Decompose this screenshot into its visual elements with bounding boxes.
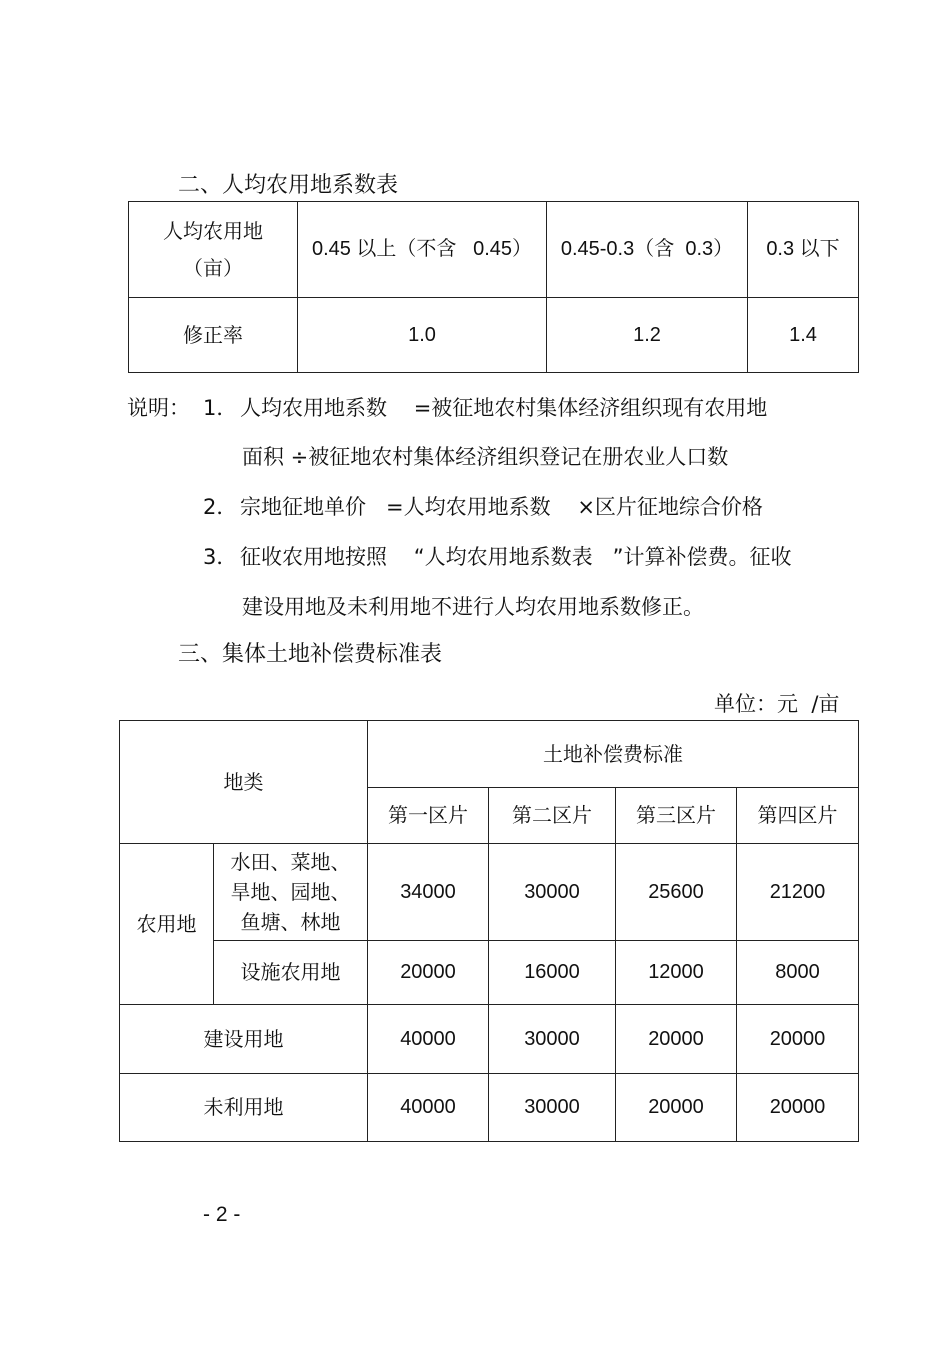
value-cell: 40000: [368, 1074, 489, 1142]
unused-land-label: 未利用地: [120, 1074, 368, 1142]
note-text: 征收农用地按照 “人均农用地系数表 ”计算补偿费。征收: [240, 545, 792, 569]
page-number: - 2 -: [203, 1203, 241, 1226]
note-text: 宗地征地单价 =人均农用地系数 ×区片征地综合价格: [240, 495, 763, 519]
table-row: [120, 1005, 859, 1074]
value-cell: 8000: [737, 941, 859, 1005]
value-cell: 12000: [616, 941, 737, 1005]
zone-header: 第一区片: [368, 788, 489, 844]
table-row: [120, 1074, 859, 1142]
subtype-line: 旱地、园地、: [230, 880, 351, 904]
note-text: 面积 ÷被征地农村集体经济组织登记在册农业人口数: [242, 445, 729, 469]
table-row: [120, 941, 859, 1005]
table-row: [120, 844, 859, 941]
value-cell: 16000: [489, 941, 616, 1005]
value-cell: 20000: [737, 1005, 859, 1074]
area-unit: （亩）: [183, 255, 243, 280]
rate-value: 1.4: [748, 298, 859, 373]
value-cell: 30000: [489, 844, 616, 941]
value-cell: 21200: [737, 844, 859, 941]
value-cell: 20000: [368, 941, 489, 1005]
value-cell: 30000: [489, 1005, 616, 1074]
zone-header: 第四区片: [737, 788, 859, 844]
subtype-line: 水田、菜地、: [230, 850, 351, 874]
range-above-045: 0.45 以上（不含 0.45）: [298, 202, 547, 298]
value-cell: 30000: [489, 1074, 616, 1142]
section2-heading: 二、人均农用地系数表: [178, 173, 399, 198]
note-number: 2．: [203, 495, 238, 519]
value-cell: 20000: [737, 1074, 859, 1142]
header-land-type: 地类: [120, 721, 368, 844]
range-045-03: 0.45-0.3（含 0.3）: [547, 202, 748, 298]
unit-label: 单位：元 /亩: [714, 692, 840, 716]
value-cell: 20000: [616, 1005, 737, 1074]
zone-header: 第三区片: [616, 788, 737, 844]
rate-value: 1.2: [547, 298, 748, 373]
note-text: 建设用地及未利用地不进行人均农用地系数修正。: [242, 595, 704, 619]
row-header-area: [129, 202, 298, 298]
subtype-line: 鱼塘、林地: [240, 910, 341, 934]
value-cell: 20000: [616, 1074, 737, 1142]
agri-subtype-farmland: [214, 844, 368, 941]
note-text: 人均农用地系数 =被征地农村集体经济组织现有农用地: [240, 396, 768, 420]
agri-subtype-facility: 设施农用地: [214, 941, 368, 1005]
table-row: [129, 298, 859, 373]
section3-heading: 三、集体土地补偿费标准表: [178, 642, 443, 667]
value-cell: 25600: [616, 844, 737, 941]
row-header-rate: 修正率: [129, 298, 298, 373]
value-cell: 40000: [368, 1005, 489, 1074]
range-below-03: 0.3 以下: [748, 202, 859, 298]
notes-label: 说明：: [127, 396, 190, 420]
note-number: 3．: [203, 545, 238, 569]
table-row: [120, 721, 859, 788]
compensation-table: [119, 720, 859, 1142]
rate-value: 1.0: [298, 298, 547, 373]
header-standard: 土地补偿费标准: [368, 721, 859, 788]
note-number: 1．: [203, 396, 238, 420]
agri-land-label: 农用地: [120, 844, 214, 1005]
zone-header: 第二区片: [489, 788, 616, 844]
construction-land-label: 建设用地: [120, 1005, 368, 1074]
area-label: 人均农用地: [163, 218, 263, 243]
table-row: [129, 202, 859, 298]
coefficient-table: [128, 201, 859, 373]
value-cell: 34000: [368, 844, 489, 941]
